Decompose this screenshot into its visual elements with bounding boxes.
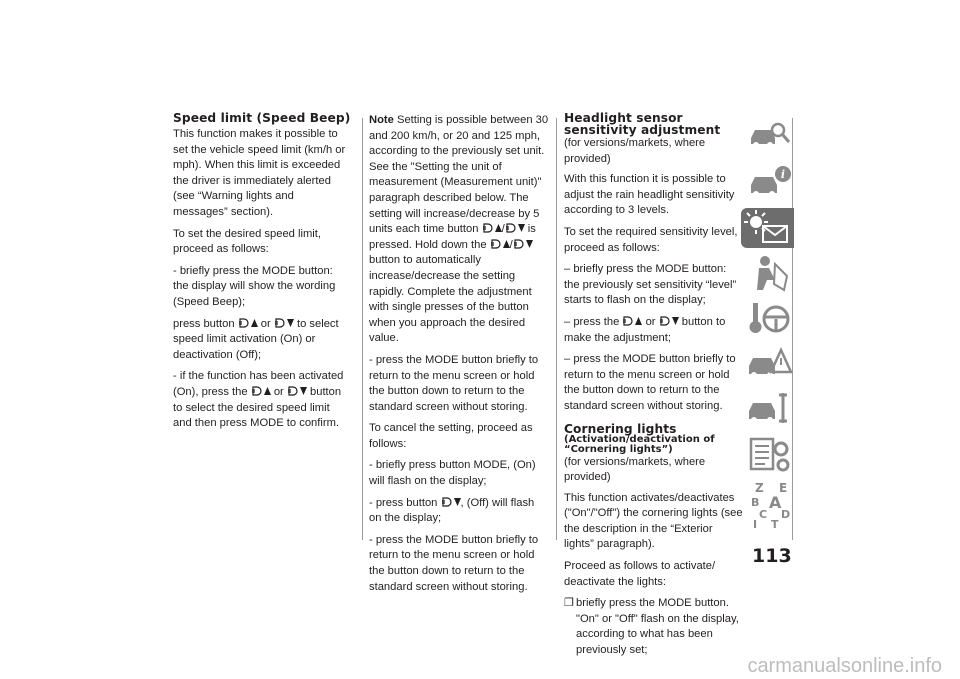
- text: to select speed limit activation (On) or deactivation (Off);: [173, 317, 339, 361]
- column-separator-1: [362, 118, 363, 540]
- text: /: [509, 238, 513, 251]
- paragraph: [564, 315, 744, 346]
- down-button-icon: [659, 315, 679, 327]
- column-separator-2: [556, 118, 557, 540]
- paragraph: - briefly press the MODE button: the display will show the wording (Speed Beep);: [173, 264, 336, 308]
- svg-text:I: I: [753, 518, 758, 530]
- paragraph: (for versions/markets, where provided): [564, 455, 706, 484]
- svg-text:i: i: [780, 168, 786, 181]
- paragraph: To set the desired speed limit, proceed as follows:: [173, 227, 321, 256]
- text: Setting is possible between 30 and 200 km/h, or 20 and 125 mph, according to the previously set unit. See the "Setting the unit of measurement (Measurement unit)" paragraph described below. The setting will increase/decrease by 5 units each time button: [369, 114, 549, 236]
- bullet-text: briefly press the MODE button. "On" or "Off" flash on the display, according to what has been previously set;: [576, 597, 739, 657]
- text: or: [260, 317, 271, 330]
- up-button-icon: [622, 315, 642, 327]
- watermark: carmanualsonline.info: [747, 655, 942, 677]
- svg-text:B: B: [751, 496, 760, 509]
- svg-text:C: C: [759, 508, 768, 521]
- text: - press button: [369, 496, 438, 509]
- technical-data-icon[interactable]: [745, 435, 794, 475]
- paragraph: With this function it is possible to adjust the rain headlight sensitivity according to 3 levels.: [564, 173, 735, 217]
- text: press button: [173, 317, 235, 330]
- text: button to select the desired speed limit and then press MODE to confirm.: [173, 385, 342, 430]
- column-speed-limit: [173, 112, 351, 438]
- paragraph: Proceed as follows to activate/ deactivate the lights:: [564, 560, 716, 588]
- car-maintenance-icon[interactable]: [745, 389, 794, 429]
- paragraph: This function makes it possible to set the vehicle speed limit (km/h or mph). When this limit is exceeded the driver is immediately alerted (see “Warning lights and messages” section).: [173, 128, 346, 218]
- paragraph: This function activates/deactivates ("On"/"Off") the cornering lights (see the description in the “Exterior lights” paragraph).: [564, 491, 743, 551]
- text: /: [501, 223, 505, 236]
- paragraph: - press the MODE button briefly to return to the menu screen or hold the button down to return to the standard screen without storing.: [369, 353, 539, 413]
- down-button-icon: [505, 222, 525, 234]
- down-button-icon: [441, 496, 461, 508]
- up-button-icon: [238, 317, 258, 329]
- column-headlight-cornering: [564, 112, 744, 659]
- svg-text:E: E: [779, 481, 788, 495]
- alphabetical-index-icon[interactable]: [745, 480, 794, 530]
- seat-airbag-icon[interactable]: [745, 254, 794, 294]
- paragraph: – briefly press the MODE button: the previously set sensitivity “level” starts to flash on the display;: [564, 263, 737, 307]
- paragraph: – press the MODE button briefly to return to the menu screen or hold the button down to return to the standard screen without storing.: [564, 353, 736, 412]
- paragraph: To cancel the setting, proceed as follows:: [369, 422, 533, 450]
- down-button-icon: [513, 238, 533, 250]
- bullet-item: [564, 596, 744, 658]
- section-subheading: (Activation/deactivation of “Cornering lights”): [564, 433, 715, 455]
- svg-text:A: A: [769, 493, 782, 512]
- note-paragraph: [369, 113, 549, 347]
- text: button to make the adjustment;: [564, 315, 726, 344]
- text: – press the: [564, 315, 620, 328]
- text: is pressed. Hold down the: [369, 223, 536, 251]
- section-heading-speed-limit: Speed limit (Speed Beep): [173, 111, 351, 125]
- note-label: Note: [369, 114, 394, 126]
- paragraph: To set the required sensitivity level, proceed as follows:: [564, 225, 738, 254]
- paragraph: (for versions/markets, where provided): [564, 137, 706, 165]
- section-heading-cornering-lights: Cornering lights: [564, 421, 677, 436]
- car-search-icon[interactable]: [745, 118, 794, 158]
- section-heading-headlight-sensor: Headlight sensor sensitivity adjustment: [564, 111, 721, 137]
- up-button-icon: [251, 385, 271, 397]
- paragraph: - briefly press button MODE, (On) will flash on the display;: [369, 459, 536, 488]
- down-button-icon: [287, 385, 307, 397]
- paragraph: [173, 369, 351, 431]
- svg-text:T: T: [771, 518, 779, 530]
- key-steering-wheel-icon[interactable]: [745, 299, 794, 339]
- text: , (Off) will flash on the display;: [369, 496, 535, 525]
- car-info-icon[interactable]: [745, 163, 794, 203]
- chapter-sidebar: [745, 118, 794, 540]
- svg-text:Z: Z: [755, 481, 764, 495]
- car-breakdown-icon[interactable]: [745, 344, 794, 384]
- text: button to automatically increase/decrease the setting rapidly. Complete the adjustment with single presses of the button when you approach the desired value.: [369, 254, 532, 345]
- up-button-icon: [482, 222, 502, 234]
- paragraph: [369, 496, 549, 527]
- page-number: 113: [752, 545, 792, 567]
- svg-text:D: D: [781, 508, 791, 521]
- text: or: [273, 385, 284, 398]
- paragraph: - press the MODE button briefly to return to the menu screen or hold the button down to return to the standard screen without storing.: [369, 533, 539, 593]
- down-button-icon: [274, 317, 294, 329]
- paragraph: [173, 317, 351, 364]
- bullet-box-icon: ❐: [564, 597, 574, 610]
- warning-light-message-icon[interactable]: [741, 208, 794, 248]
- text: or: [645, 315, 656, 328]
- text: - if the function has been activated (On), press the: [173, 370, 344, 398]
- up-button-icon: [490, 238, 510, 250]
- column-speed-limit-notes: [369, 113, 549, 601]
